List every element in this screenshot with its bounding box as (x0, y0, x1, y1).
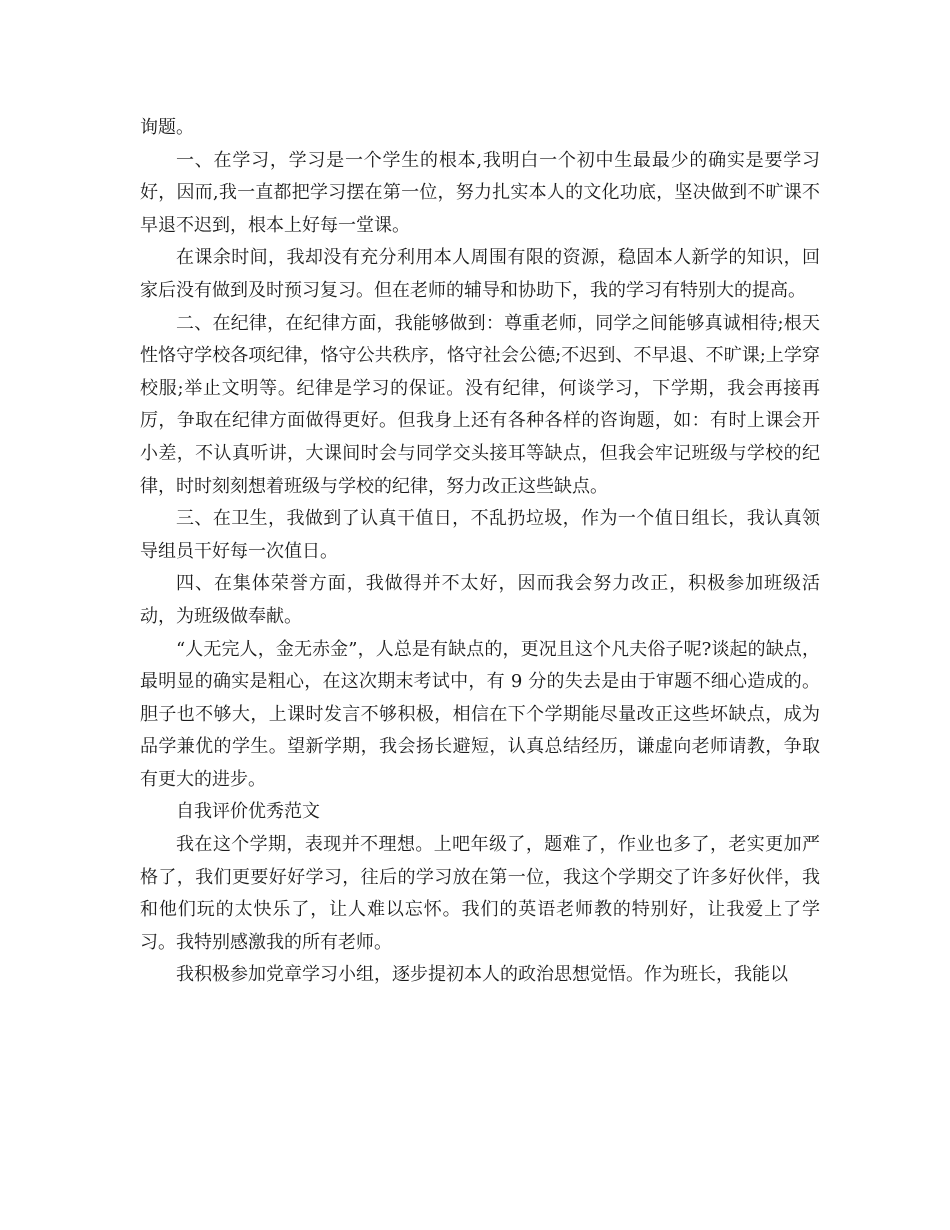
paragraph-continuation: 询题。 (140, 117, 194, 138)
paragraph-collective-honor: 四、在集体荣誉方面，我做得并不太好，因而我会努力改正，积极参加班级活动，为班级做奉献。 (140, 573, 820, 627)
section-heading: 自我评价优秀范文 (176, 801, 320, 823)
paragraph-hygiene: 三、在卫生，我做到了认真干值日，不乱扔垃圾，作为一个值日组长，我认真领导组员干好每一次值日。 (140, 508, 820, 562)
paragraph-shortcomings: “人无完人，金无赤金”，人总是有缺点的，更况且这个凡夫俗子呢?谈起的缺点，最明显的确实是粗心，在这次期末考试中，有 9 分的失去是由于审题不细心造成的。胆子也不够大，上课时发言不够积极，相信在下个学期能尽量改正这些坏缺点，成为品学兼优的学生。望新学期，我会扬长避短，认真总结经历，谦虚向老师请教，争取有更大的进步。 (140, 638, 820, 790)
paragraph-discipline: 二、在纪律，在纪律方面，我能够做到：尊重老师，同学之间能够真诚相待;根天性恪守学校各项纪律，恪守公共秩序，恪守社会公德;不迟到、不早退、不旷课;上学穿校服;举止文明等。纪律是学习的保证。没有纪律，何谈学习，下学期，我会再接再厉，争取在纪律方面做得更好。但我身上还有各种各样的咨询题，如：有时上课会开小差，不认真听讲，大课间时会与同学交头接耳等缺点，但我会牢记班级与学校的纪律，时时刻刻想着班级与学校的纪律，努力改正这些缺点。 (140, 312, 820, 497)
paragraph-after-class: 在课余时间，我却没有充分利用本人周围有限的资源，稳固本人新学的知识，回家后没有做到及时预习复习。但在老师的辅导和协助下，我的学习有特别大的提高。 (140, 247, 820, 301)
paragraph-party-study: 我积极参加党章学习小组，逐步提初本人的政治思想觉悟。作为班长，我能以 (176, 964, 788, 986)
document-body (140, 112, 820, 992)
paragraph-semester: 我在这个学期，表现并不理想。上吧年级了，题难了，作业也多了，老实更加严格了，我们更要好好学习，往后的学习放在第一位，我这个学期交了许多好伙伴，我和他们玩的太快乐了，让人难以忘怀。我们的英语老师教的特别好，让我爱上了学习。我特别感激我的所有老师。 (140, 834, 820, 953)
paragraph-study: 一、在学习，学习是一个学生的根本,我明白一个初中生最最少的确实是要学习好，因而,我一直都把学习摆在第一位，努力扎实本人的文化功底，坚决做到不旷课不早退不迟到，根本上好每一堂课。 (140, 149, 820, 236)
